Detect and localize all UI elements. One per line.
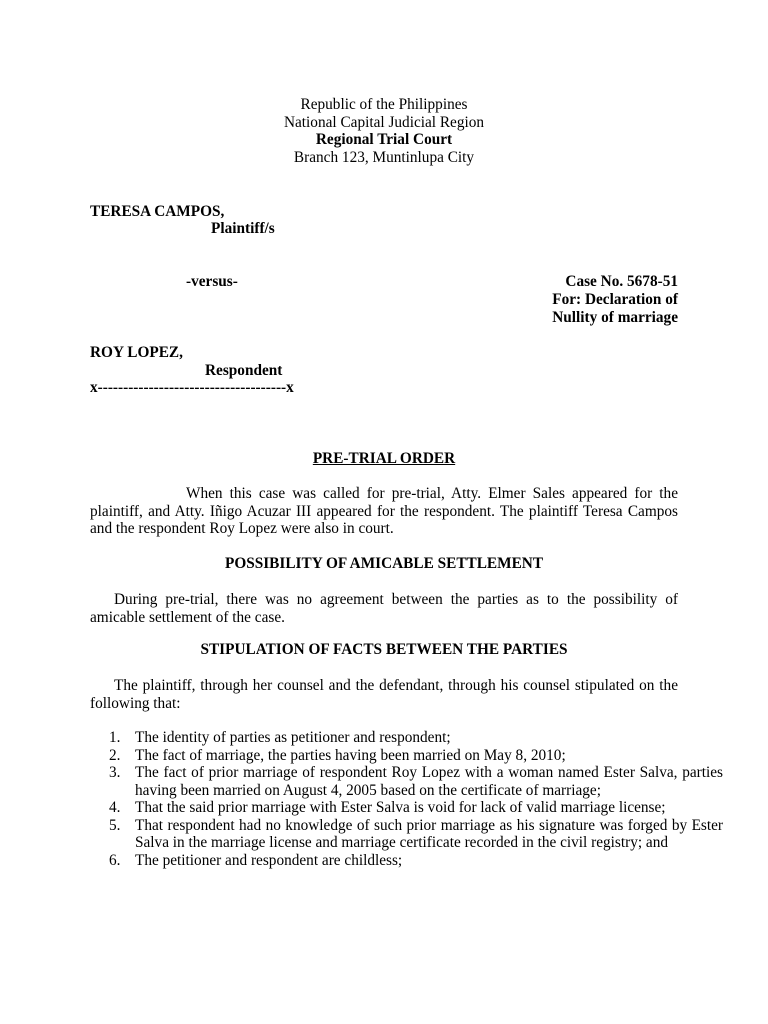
order-intro: When this case was called for pre-trial, Atty. Elmer Sales appeared for the plaintiff, and Atty. Iñigo Acuzar III appeared for the respondent. The plaintiff Teresa Campos and the respondent Roy Lopez were also in court. bbox=[90, 485, 678, 537]
list-item-number: 1. bbox=[109, 729, 121, 746]
amicable-heading: POSSIBILITY OF AMICABLE SETTLEMENT bbox=[224, 555, 544, 572]
plaintiff-name: TERESA CAMPOS, bbox=[90, 203, 225, 220]
list-item bbox=[109, 799, 723, 817]
case-for-line-2: Nullity of marriage bbox=[552, 309, 678, 326]
header-judicial-region: National Capital Judicial Region bbox=[283, 113, 485, 131]
caption-separator: x-------------------------------------x bbox=[90, 379, 294, 396]
list-item-text: That the said prior marriage with Ester Salva is void for lack of valid marriage license; bbox=[135, 799, 666, 816]
versus-label: -versus- bbox=[186, 273, 238, 290]
list-item-text: The fact of prior marriage of respondent Roy Lopez with a woman named Ester Salva, parties having been married on August 4, 2005 based on the certificate of marriage; bbox=[135, 764, 723, 799]
stipulation-heading: STIPULATION OF FACTS BETWEEN THE PARTIES bbox=[200, 641, 568, 658]
header-republic: Republic of the Philippines bbox=[300, 96, 468, 113]
list-item-number: 5. bbox=[109, 816, 121, 834]
stipulation-intro: The plaintiff, through her counsel and the defendant, through his counsel stipulated on the following that: bbox=[90, 677, 678, 712]
facts-list bbox=[90, 729, 723, 869]
list-item-text: The petitioner and respondent are childless; bbox=[135, 851, 403, 869]
list-item-number: 3. bbox=[109, 764, 121, 781]
header-branch: Branch 123, Muntinlupa City bbox=[293, 148, 475, 166]
list-item bbox=[109, 746, 723, 765]
order-title bbox=[0, 450, 768, 468]
court-header bbox=[0, 96, 768, 166]
list-item-text: The fact of marriage, the parties having been married on May 8, 2010; bbox=[135, 746, 566, 764]
list-item bbox=[109, 816, 723, 852]
list-item-number: 4. bbox=[109, 799, 121, 816]
order-title-text: PRE-TRIAL ORDER bbox=[312, 450, 456, 467]
amicable-body: During pre-trial, there was no agreement between the parties as to the possibility of amicable settlement of the case. bbox=[90, 591, 678, 626]
list-item bbox=[109, 729, 723, 747]
list-item-number: 2. bbox=[109, 746, 121, 764]
respondent-role: Respondent bbox=[205, 362, 283, 379]
respondent-name: ROY LOPEZ, bbox=[90, 344, 183, 361]
list-item-text: That respondent had no knowledge of such prior marriage as his signature was forged by Ester Salva in the marriage license and marriage certificate recorded in the civil registry; and bbox=[135, 816, 723, 851]
case-for-line-1: For: Declaration of bbox=[552, 291, 678, 308]
list-item-number: 6. bbox=[109, 851, 121, 869]
list-item bbox=[109, 851, 723, 870]
case-number: Case No. 5678-51 bbox=[565, 273, 678, 290]
plaintiff-role: Plaintiff/s bbox=[211, 220, 275, 237]
list-item-text: The identity of parties as petitioner and respondent; bbox=[135, 729, 451, 746]
header-court: Regional Trial Court bbox=[315, 131, 453, 148]
list-item bbox=[109, 764, 723, 799]
